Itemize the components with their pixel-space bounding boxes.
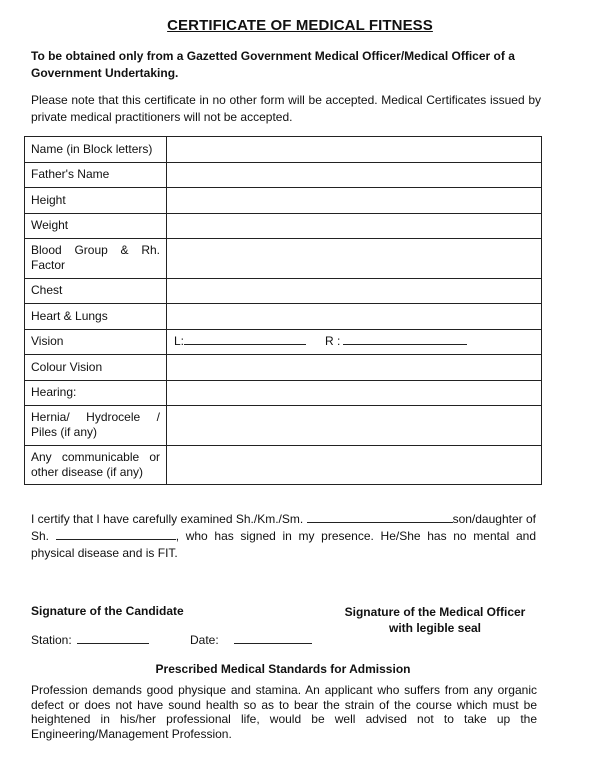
field-label: Weight (25, 213, 167, 239)
table-row (25, 188, 542, 214)
hernia-entry-field[interactable] (167, 406, 542, 446)
communicable-disease-entry-field[interactable] (167, 445, 542, 485)
station-label: Station: (31, 633, 72, 647)
medical-fields-table (24, 136, 542, 485)
date-blank[interactable] (234, 633, 312, 644)
table-row (25, 329, 542, 355)
table-row (25, 445, 542, 485)
vision-right-blank[interactable] (343, 334, 467, 345)
field-label: Chest (25, 278, 167, 304)
vision-right-label: R : (325, 334, 341, 349)
field-label: Name (in Block letters) (25, 137, 167, 163)
blood-group-entry-field[interactable] (167, 239, 542, 279)
certify-text-2: son/daughter of Sh. (31, 512, 536, 543)
chest-entry-field[interactable] (167, 278, 542, 304)
name-entry-field[interactable] (167, 137, 542, 163)
table-row (25, 380, 542, 406)
standards-heading: Prescribed Medical Standards for Admission (155, 662, 411, 676)
officer-signature-line2: with legible seal (388, 621, 482, 635)
field-label: Blood Group & Rh. Factor (25, 239, 167, 279)
vision-entry-field (167, 329, 542, 355)
fathers-name-entry-field[interactable] (167, 162, 542, 188)
certify-text-3: , who has signed in my presence. He/She has no mental and physical disease and is FIT. (31, 529, 536, 560)
table-row (25, 239, 542, 279)
officer-signature-label (330, 604, 540, 636)
field-label: Hernia/ Hydrocele / Piles (if any) (25, 406, 167, 446)
examinee-name-blank[interactable] (307, 512, 453, 523)
heart-lungs-entry-field[interactable] (167, 304, 542, 330)
acceptance-note: Please note that this certificate in no other form will be accepted. Medical Certificates issued by private medical practitioners will not be accepted. (31, 93, 541, 124)
candidate-signature-label: Signature of the Candidate (31, 604, 184, 618)
field-label: Father's Name (25, 162, 167, 188)
station-blank[interactable] (77, 633, 149, 644)
hearing-entry-field[interactable] (167, 380, 542, 406)
table-row (25, 213, 542, 239)
date-label: Date: (190, 633, 219, 647)
field-label: Height (25, 188, 167, 214)
height-entry-field[interactable] (167, 188, 542, 214)
field-label: Colour Vision (25, 355, 167, 381)
page-title: CERTIFICATE OF MEDICAL FITNESS (167, 17, 433, 34)
colour-vision-entry-field[interactable] (167, 355, 542, 381)
table-row (25, 162, 542, 188)
table-row (25, 406, 542, 446)
field-label: Any communicable or other disease (if any) (25, 445, 167, 485)
certify-text-1: I certify that I have carefully examined Sh./Km./Sm. (31, 512, 304, 526)
parent-name-blank[interactable] (56, 529, 176, 540)
certification-statement (31, 511, 536, 562)
vision-left-label: L: (174, 334, 185, 349)
vision-left-blank[interactable] (184, 334, 306, 345)
field-label: Hearing: (25, 380, 167, 406)
issuing-authority-note: To be obtained only from a Gazetted Government Medical Officer/Medical Officer of a Government Undertaking. (31, 49, 515, 80)
standards-text: Profession demands good physique and stamina. An applicant who suffers from any organic defect or does not have sound health so as to bear the strain of the course which must be heightened in his/her professional life, would be well advised not to take up the Engineering/Management Profession. (31, 683, 537, 741)
field-label: Heart & Lungs (25, 304, 167, 330)
field-label: Vision (25, 329, 167, 355)
officer-signature-line1: Signature of the Medical Officer (344, 605, 526, 619)
weight-entry-field[interactable] (167, 213, 542, 239)
table-row (25, 355, 542, 381)
station-line (31, 633, 149, 647)
table-row (25, 278, 542, 304)
date-line (190, 633, 312, 647)
table-row (25, 304, 542, 330)
table-row (25, 137, 542, 163)
